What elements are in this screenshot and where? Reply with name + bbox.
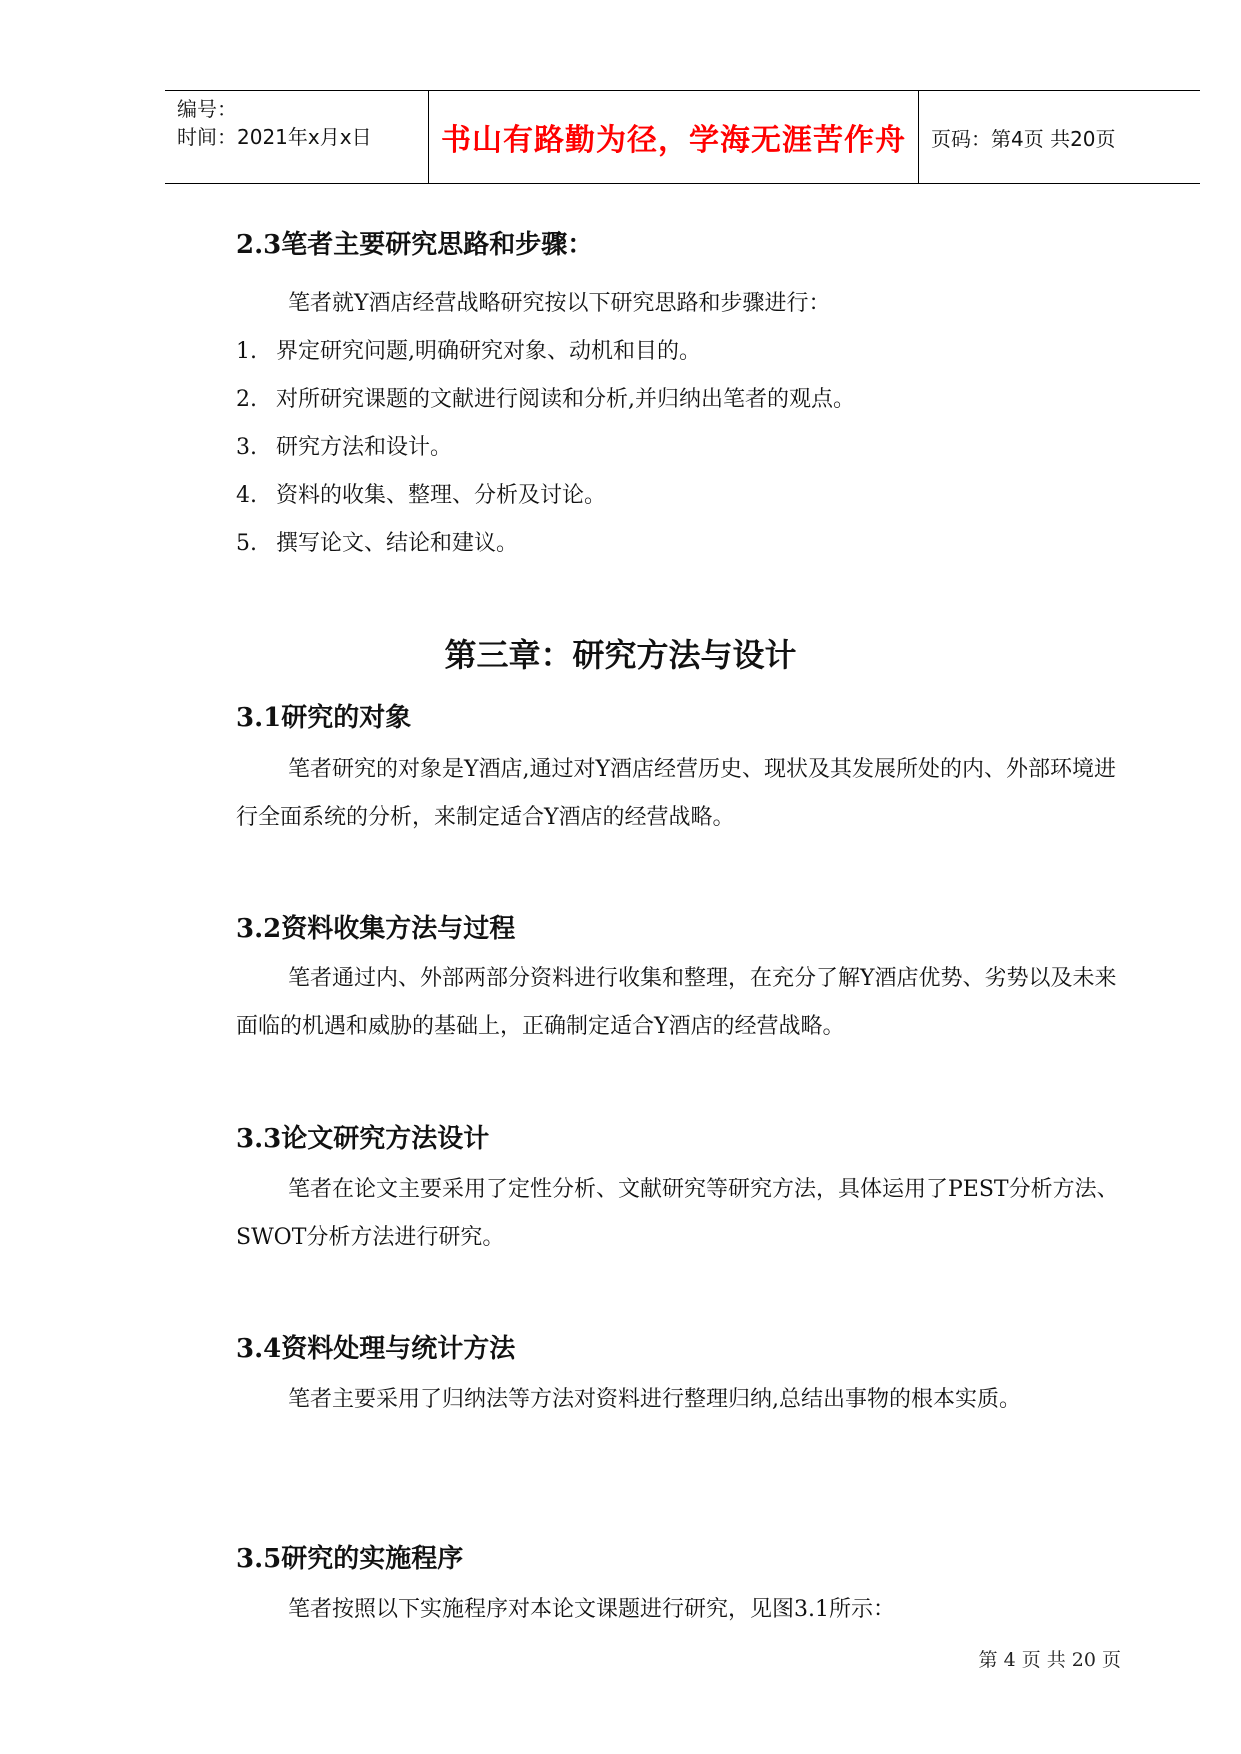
step-number: 5. — [236, 531, 257, 556]
step-item-3 — [236, 430, 452, 461]
step-number: 2. — [236, 387, 257, 412]
section-3-3-text: 笔者在论文主要采用了定性分析、文献研究等研究方法，具体运用了PEST分析方法、SWOT分析方法进行研究。 — [236, 1177, 1119, 1250]
section-2-3-intro: 笔者就Y酒店经营战略研究按以下研究思路和步骤进行： — [288, 291, 831, 316]
motto-text: 书山有路勤为径，学海无涯苦作舟 — [441, 123, 906, 158]
step-text: 资料的收集、整理、分析及讨论。 — [276, 483, 607, 508]
page-header — [165, 90, 1200, 184]
section-2-3-heading: 2.3笔者主要研究思路和步骤： — [236, 230, 594, 260]
step-item-4 — [236, 478, 606, 509]
section-3-1-text: 笔者研究的对象是Y酒店,通过对Y酒店经营历史、现状及其发展所处的内、外部环境进行全面系统的分析，来制定适合Y酒店的经营战略。 — [236, 757, 1117, 830]
section-3-3-heading: 3.3论文研究方法设计 — [236, 1124, 490, 1154]
step-text: 界定研究问题,明确研究对象、动机和目的。 — [276, 339, 701, 364]
section-3-1-heading: 3.1研究的对象 — [236, 703, 412, 733]
step-item-5 — [236, 526, 518, 557]
page-footer: 第 4 页 共 20 页 — [978, 1649, 1121, 1671]
step-number: 3. — [236, 435, 257, 460]
step-text: 撰写论文、结论和建议。 — [276, 531, 519, 556]
page-code: 页码：第4页 共20页 — [931, 126, 1116, 151]
chapter-title: 第三章：研究方法与设计 — [444, 636, 797, 674]
step-number: 4. — [236, 483, 257, 508]
section-3-5-text: 笔者按照以下实施程序对本论文课题进行研究，见图3.1所示： — [288, 1597, 895, 1622]
step-text: 研究方法和设计。 — [276, 435, 453, 460]
section-3-2-text: 笔者通过内、外部两部分资料进行收集和整理，在充分了解Y酒店优势、劣势以及未来面临的机遇和威胁的基础上，正确制定适合Y酒店的经营战略。 — [236, 966, 1117, 1039]
step-item-1 — [236, 334, 701, 365]
step-text: 对所研究课题的文献进行阅读和分析,并归纳出笔者的观点。 — [276, 387, 855, 412]
section-3-4-text: 笔者主要采用了归纳法等方法对资料进行整理归纳,总结出事物的根本实质。 — [288, 1387, 1021, 1412]
header-page-code-cell — [919, 91, 1200, 183]
step-item-2 — [236, 382, 855, 413]
step-number: 1. — [236, 339, 257, 364]
number-label: 编号： — [177, 97, 237, 121]
header-left-cell — [165, 91, 429, 183]
header-motto-cell — [429, 91, 919, 183]
section-3-5-heading: 3.5研究的实施程序 — [236, 1544, 464, 1574]
time-label: 时间：2021年x月x日 — [177, 125, 372, 149]
section-3-2-heading: 3.2资料收集方法与过程 — [236, 914, 516, 944]
section-3-4-heading: 3.4资料处理与统计方法 — [236, 1334, 516, 1364]
